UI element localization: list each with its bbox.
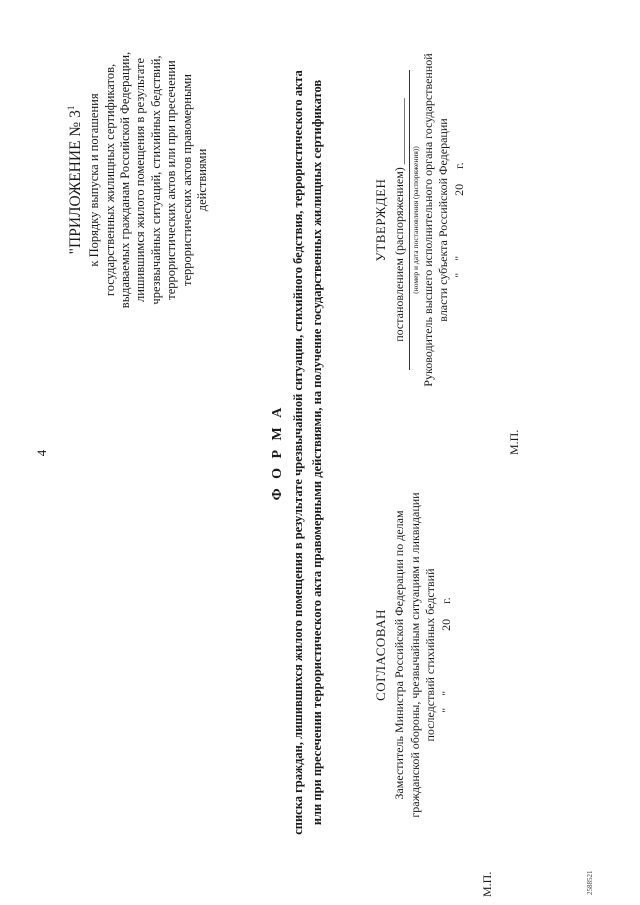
appendix-line: выдаваемых гражданам Российской Федерации, [117, 51, 132, 309]
approved-hint: (номер и дата постановления (распоряжения)) [410, 146, 420, 294]
approved-block [370, 10, 467, 430]
form-description: списка граждан, лишившихся жилого помещения в результате чрезвычайной ситуации, стихийного бедствия, террористического акта или при пресечении террористического акта правомерными действиями, на получение государственных жилищных сертификатов [291, 70, 324, 835]
agreed-block [370, 455, 454, 855]
appendix-title-text: "ПРИЛОЖЕНИЕ № 3 [67, 110, 85, 255]
approved-date: " " 20 г. [451, 162, 466, 278]
form-title: Ф О Р М А [270, 404, 285, 501]
appendix-line: террористических актов или при пресечении [164, 60, 179, 300]
approved-line: Руководитель высшего исполнительного органа государственной [420, 53, 435, 387]
appendix-line: лишившимся жилого помещения в результате [133, 57, 148, 303]
document-id: 2588521 [586, 870, 594, 895]
agreed-stamp: М.П. [480, 871, 494, 897]
agreed-header: СОГЛАСОВАН [373, 609, 388, 701]
appendix-line: к Порядку выпуска и погашения [87, 93, 102, 267]
page-number: 4 [34, 449, 49, 457]
approved-header: УТВЕРЖДЕН [373, 178, 388, 262]
agreed-line: Заместитель Министра Российской Федерации по делам [392, 510, 406, 800]
agreed-line: гражданской обороны, чрезвычайным ситуациям и ликвидации [407, 492, 422, 818]
appendix-line: государственных жилищных сертификатов, [102, 63, 117, 297]
agreed-line: последствий стихийных бедствий [423, 568, 437, 742]
appendix-block [60, 15, 210, 345]
appendix-line: террористических актов правомерными [179, 74, 194, 286]
agreed-date: " " 20 г. [438, 597, 453, 713]
approved-line: власти субъекта Российской Федерации [436, 118, 450, 322]
appendix-line: чрезвычайных ситуаций, стихийных бедствий, [148, 55, 163, 305]
appendix-title-sup: 1 [66, 105, 76, 111]
appendix-title [60, 15, 87, 345]
approved-line: постановлением (распоряжением) ___________ [392, 98, 406, 342]
appendix-line: действиями [195, 148, 209, 212]
approved-stamp: М.П. [507, 429, 521, 455]
